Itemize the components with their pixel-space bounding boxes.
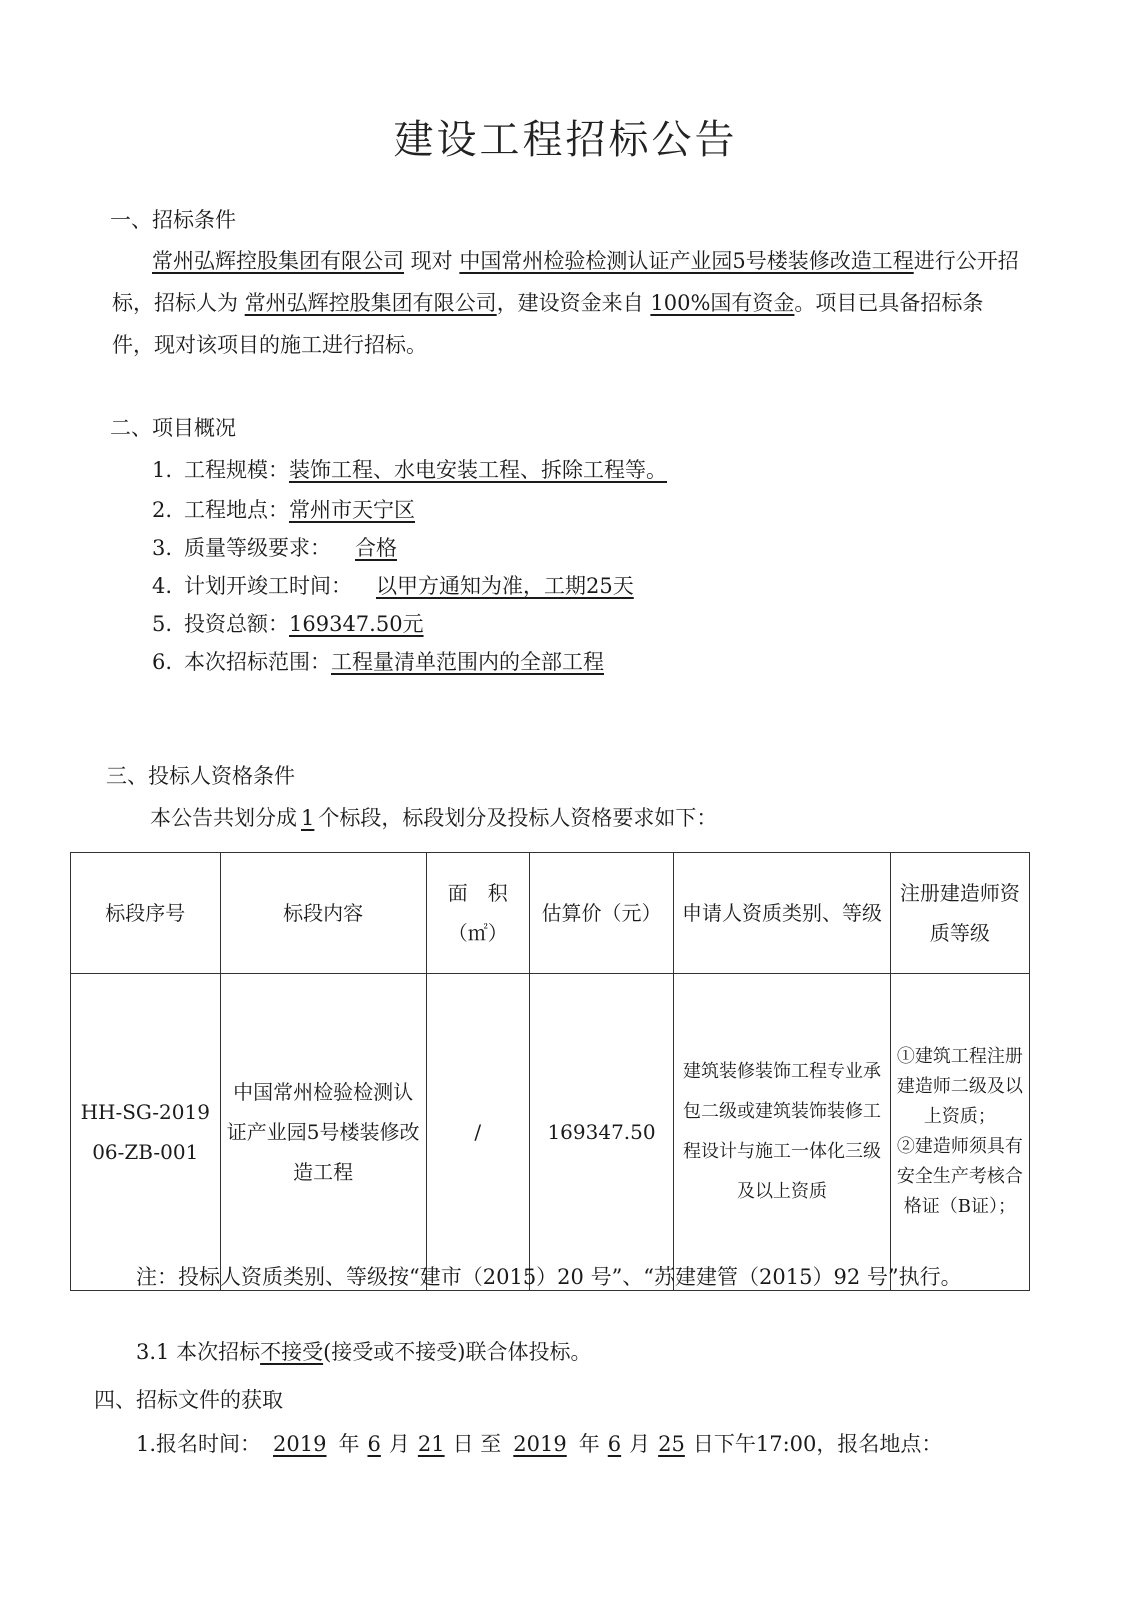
item-value: 常州市天宁区 xyxy=(289,498,415,522)
document-title: 建设工程招标公告 xyxy=(393,117,738,163)
header-builder-qualification: 注册建造师资质等级 xyxy=(890,853,1029,974)
item-number: 1. xyxy=(152,458,173,482)
item-number: 6. xyxy=(152,650,173,674)
overview-item-location xyxy=(152,494,415,524)
item-value: 合格 xyxy=(355,536,397,560)
item-value: 工程量清单范围内的全部工程 xyxy=(331,650,604,674)
item-label: 本次招标范围： xyxy=(184,650,331,674)
builder-requirement-1: ①建筑工程注册建造师二级及以上资质； xyxy=(896,1046,1023,1127)
header-area: 面 积（㎡） xyxy=(426,853,529,974)
overview-item-scope xyxy=(152,646,604,676)
paragraph-run: 中国常州检验检测认证产业园5号楼装修改造工程 xyxy=(459,249,914,273)
lot-intro-pre: 本公告共划分成 xyxy=(150,806,297,830)
consortium-pre: 3.1 本次招标 xyxy=(136,1340,261,1364)
consortium-post: (接受或不接受)联合体投标。 xyxy=(323,1340,592,1364)
to-word: 至 xyxy=(480,1432,502,1456)
cell-estimated-price: 169347.50 xyxy=(529,974,673,1291)
section-2-heading: 二、项目概况 xyxy=(110,416,236,440)
section-4-heading: 四、招标文件的获取 xyxy=(94,1388,283,1412)
lot-intro-post: 个标段，标段划分及投标人资格要求如下： xyxy=(318,806,718,830)
section-1-heading: 一、招标条件 xyxy=(110,208,236,232)
item-label: 投资总额： xyxy=(184,612,289,636)
item-value: 169347.50元 xyxy=(289,612,424,636)
registration-tail: 日下午17:00，报名地点： xyxy=(692,1432,943,1456)
paragraph-run: 常州弘辉控股集团有限公司 xyxy=(244,291,497,315)
qualification-note: 注：投标人资质类别、等级按“建市（2015）20 号”、“苏建建管（2015）92 号”执行。 xyxy=(136,1265,962,1289)
item-number: 3. xyxy=(152,536,173,560)
cell-builder-qualification xyxy=(890,974,1029,1291)
item-value: 装饰工程、水电安装工程、拆除工程等。 xyxy=(289,458,667,482)
lot-count: 1 xyxy=(301,806,315,830)
consortium-value: 不接受 xyxy=(260,1340,324,1364)
cell-applicant-qualification: 建筑装修装饰工程专业承包二级或建筑装饰装修工程设计与施工一体化三级及以上资质 xyxy=(674,974,891,1291)
registration-time-line: 1.报名时间： 2019 年 6 月 21 日 至 2019 年 6 月 25 日下午17:00，报名地点： xyxy=(136,1432,943,1456)
overview-item-quality xyxy=(152,532,397,562)
paragraph-run: 100%国有资金 xyxy=(650,291,795,315)
table-header-row xyxy=(71,853,1030,974)
header-lot-content: 标段内容 xyxy=(220,853,426,974)
section-1-paragraph xyxy=(112,240,1022,366)
item-number: 2. xyxy=(152,498,173,522)
cell-lot-content: 中国常州检验检测认证产业园5号楼装修改造工程 xyxy=(220,974,426,1291)
paragraph-run: 常州弘辉控股集团有限公司 xyxy=(152,249,404,273)
cell-area: / xyxy=(426,974,529,1291)
item-number: 5. xyxy=(152,612,173,636)
header-estimated-price: 估算价（元） xyxy=(529,853,673,974)
overview-item-investment xyxy=(152,608,424,638)
table-row xyxy=(71,974,1030,1291)
section-3-heading: 三、投标人资格条件 xyxy=(106,764,295,788)
start-year: 2019 xyxy=(273,1432,327,1456)
item-value: 以甲方通知为准，工期25天 xyxy=(376,574,634,598)
end-month: 6 xyxy=(607,1432,622,1456)
header-applicant-qualification: 申请人资质类别、等级 xyxy=(674,853,891,974)
paragraph-run: 现对 xyxy=(404,249,460,273)
lot-intro xyxy=(150,802,717,832)
paragraph-run: ，建设资金来自 xyxy=(496,291,651,315)
header-lot-number: 标段序号 xyxy=(71,853,221,974)
consortium-line xyxy=(136,1336,591,1366)
item-label: 工程地点： xyxy=(184,498,289,522)
start-day: 21 xyxy=(417,1432,445,1456)
paragraph-run: 。项目已具备招标条件，现对该项目的施工进行招标。 xyxy=(112,291,984,357)
overview-item-schedule xyxy=(152,570,634,600)
item-label: 质量等级要求： xyxy=(184,536,331,560)
start-month: 6 xyxy=(367,1432,381,1456)
overview-item-scale xyxy=(152,454,667,484)
cell-lot-code: HH-SG-2019 06-ZB-001 xyxy=(71,974,221,1291)
registration-label: 1.报名时间： xyxy=(136,1432,262,1456)
item-label: 计划开竣工时间： xyxy=(184,574,352,598)
paragraph-run: 进行公开招标，招标人为 xyxy=(112,249,1019,315)
item-label: 工程规模： xyxy=(184,458,289,482)
item-number: 4. xyxy=(152,574,173,598)
lot-table xyxy=(70,852,1030,1291)
end-day: 25 xyxy=(658,1432,685,1456)
builder-requirement-2: ②建造师须具有安全生产考核合格证（B证）； xyxy=(896,1136,1023,1217)
end-year: 2019 xyxy=(513,1432,567,1456)
